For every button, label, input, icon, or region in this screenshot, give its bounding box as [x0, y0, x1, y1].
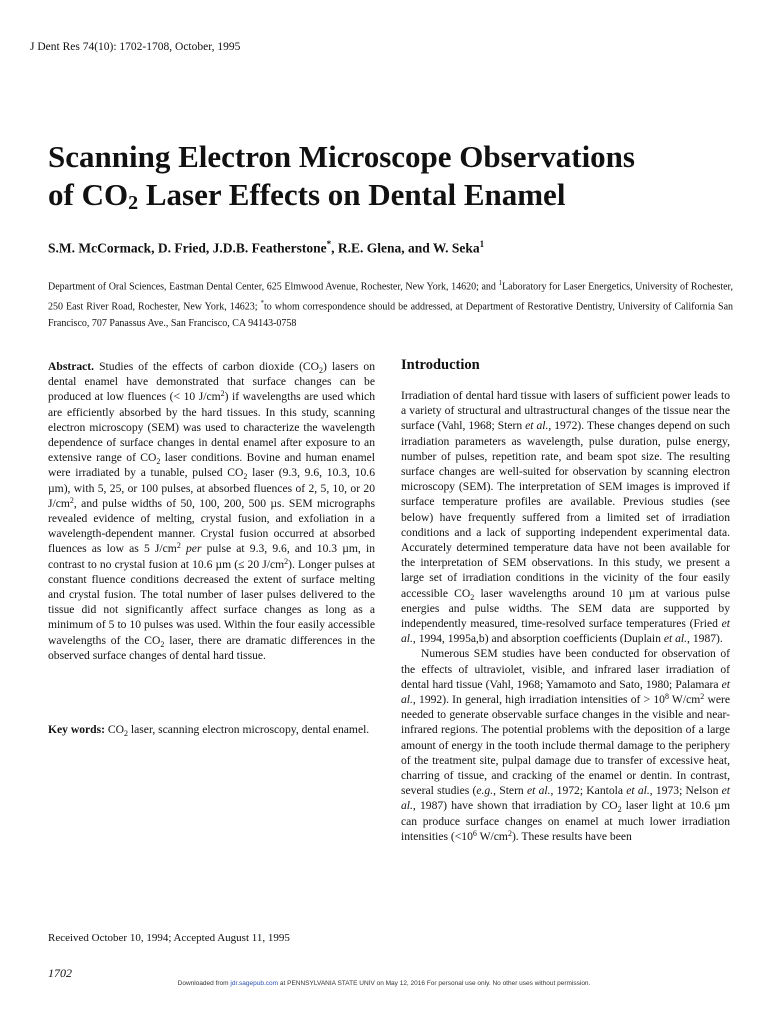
affiliation-mark: * [260, 299, 264, 308]
paragraph-text: W/cm [668, 693, 701, 707]
title-text: of CO [48, 177, 129, 212]
author-list [48, 239, 484, 257]
italic-text: et al. [401, 617, 730, 646]
keywords-text: laser, scanning electron microscopy, dental enamel. [128, 723, 370, 736]
paragraph-text: , 1972; Kantola [550, 784, 627, 798]
paragraph-text: laser wavelengths around 10 µm at various pulse energies and pulse widths. The SEM data are supported by independently measured, time-resolved surface temperatures (Fried [401, 586, 730, 631]
abstract-text: ). Longer pulses at constant fluence conditions decreased the extent of surface melting and crystal fusion. The total number of laser pulses delivered to the tissue did not significantly affect surface changes as long as a minimum of 5 to 10 pulses was used. Within the four easily accessible wavelengths of the CO [48, 557, 375, 647]
authors-text: , R.E. Glena, and W. Seka [331, 240, 480, 256]
author-mark: * [326, 239, 332, 249]
italic-text: et al. [526, 784, 551, 798]
section-heading-introduction: Introduction [401, 357, 480, 373]
abstract-text: laser (9.3, 9.6, 10.3, 10.6 µm), with 5, 25, or 100 pulses, at absorbed fluences of 2, 5, 10, or 20 J/cm [48, 466, 375, 510]
paragraph-text: Numerous SEM studies have been conducted for observation of the effects of ultraviolet, visible, and infrared laser irradiation of dental hard tissue (Vahl, 1968; Yamamoto and Sato, 1980; Palamara [401, 647, 730, 691]
superscript: 8 [664, 692, 669, 702]
abstract [48, 359, 375, 663]
title-line-2 [48, 176, 728, 214]
abstract-text: ) lasers on dental enamel have demonstrated that surface changes can be produced at low fluences (< 10 J/cm [48, 360, 375, 404]
paragraph-text: , 1987). [687, 632, 723, 646]
affiliations [48, 275, 733, 332]
abstract-text: laser conditions. Bovine and human enamel were irradiated by a tunable, pulsed CO [48, 451, 375, 480]
title-text: Laser Effects on Dental Enamel [138, 177, 566, 212]
authors-text: S.M. McCormack, D. Fried, J.D.B. Featherstone [48, 240, 327, 256]
affiliation-mark: 1 [498, 279, 503, 287]
paragraph-text: laser light at 10.6 µm can produce surface changes on enamel at much lower irradiation intensities (<10 [401, 799, 730, 843]
footer-text: Downloaded from [177, 980, 231, 987]
abstract-italic: per [186, 542, 202, 556]
subscript: 2 [319, 366, 324, 375]
introduction-body [401, 388, 730, 844]
italic-text: et al. [401, 677, 730, 707]
subscript: 2 [243, 472, 248, 482]
subscript: 2 [160, 639, 165, 649]
page-number: 1702 [48, 966, 72, 980]
received-dates: Received October 10, 1994; Accepted August 11, 1995 [48, 932, 290, 944]
superscript: 2 [507, 828, 512, 838]
italic-text: et al. [401, 784, 731, 813]
footer-link[interactable]: jdr.sagepub.com [230, 980, 279, 987]
abstract-text: pulse at 9.3, 9.6, and 10.3 µm, in contrast to no crystal fusion at 10.6 µm (≤ 20 J/cm [48, 542, 376, 571]
superscript: 2 [69, 495, 74, 505]
italic-text: et al. [525, 419, 549, 433]
superscript: 6 [472, 828, 477, 838]
keywords-text: CO [105, 723, 125, 736]
keywords-label: Key words: [48, 723, 105, 736]
paragraph-text: W/cm [476, 829, 508, 843]
title-subscript: 2 [128, 192, 139, 214]
paragraph [401, 646, 730, 844]
italic-text: e.g. [476, 784, 494, 798]
journal-citation: J Dent Res 74(10): 1702-1708, October, 1995 [30, 41, 241, 53]
paragraph-text: , 1987) have shown that irradiation by CO [412, 799, 618, 813]
footer-text: at PENNSYLVANIA STATE UNIV on May 12, 2016 For personal use only. No other uses without permission. [278, 980, 591, 987]
paragraph-text: , 1994, 1995a,b) and absorption coefficients (Duplain [412, 632, 664, 646]
keywords [48, 722, 375, 737]
paragraph [401, 388, 730, 646]
subscript: 2 [124, 729, 129, 738]
paragraph-text: , 1992). In general, high irradiation intensities of > 10 [412, 693, 665, 707]
abstract-label: Abstract. [48, 360, 95, 373]
affiliation-text: to whom correspondence should be addressed, at Department of Restorative Dentistry, University of California San Francisco, 707 Panassus Ave., San Francisco, CA 94143-0758 [48, 301, 734, 329]
italic-text: et al. [626, 784, 650, 798]
subscript: 2 [617, 805, 622, 815]
abstract-text: laser, there are dramatic differences in the observed surface changes of dental hard tissue. [48, 633, 376, 662]
paragraph-text: were needed to generate observable surface changes in the visible and near-infrared regions. The potential problems with the deposition of a large amount of energy in the tooth include thermal damage to the periphery of the treatment site, pulpal damage due to transfer of excessive heat, charring of tissue, and cracking of the enamel or dentin. In contrast, several studies ( [401, 693, 730, 798]
abstract-text: Studies of the effects of carbon dioxide (CO [94, 360, 320, 373]
superscript: 2 [284, 556, 289, 566]
paragraph-text: Irradiation of dental hard tissue with lasers of sufficient power leads to a variety of structural and ultrastructural changes of the tissue near the surface (Vahl, 1968; Stern [401, 389, 730, 433]
download-footer [0, 980, 768, 987]
abstract-text: ) if wavelengths are used which are efficiently absorbed by the hard tissues. In this study, scanning electron microscopy (SEM) was used to characterize the wavelength dependence of surface changes in dental enamel after exposure to an extensive range of CO [48, 390, 375, 465]
paragraph-text: , Stern [493, 784, 527, 798]
paragraph-text: ). These results have been [511, 829, 632, 843]
affiliation-text: Department of Oral Sciences, Eastman Dental Center, 625 Elmwood Avenue, Rochester, New York, 14620; and [48, 281, 499, 293]
superscript: 2 [700, 692, 705, 702]
superscript: 2 [176, 541, 181, 551]
paragraph-text: , 1973; Nelson [649, 784, 722, 798]
affiliation-text: Laboratory for Laser Energetics, University of Rochester, 250 East River Road, Rochester, New York, 14623; [48, 281, 733, 313]
italic-text: et al. [663, 632, 688, 646]
title-line-1: Scanning Electron Microscope Observations [48, 139, 635, 174]
superscript: 2 [220, 389, 225, 399]
subscript: 2 [156, 457, 161, 467]
article-title [48, 138, 728, 214]
author-mark: 1 [479, 239, 485, 249]
subscript: 2 [470, 592, 475, 602]
paragraph-text: , 1972). These changes depend on such irradiation parameters as wavelength, pulse duration, pulse energy, number of pulses, repetition rate, and beam spot size. The resulting surface changes are well-suited for observation by scanning electron microscopy (SEM). The interpretation of SEM images is improved if surface temperature profiles are available. Previous studies (see below) have frequently suffered from a limited set of irradiation conditions and a lack of supporting independent experimental data. Accurately determined temperature data have not been available for the interpretation of SEM observations. In this study, we present a large set of irradiation conditions in the vicinity of the four easily accessible CO [401, 419, 731, 600]
abstract-text: , and pulse widths of 50, 100, 200, 500 µs. SEM micrographs revealed evidence of melting, crystal fusion, and exfoliation in a wavelength-dependent manner. Crystal fusion occurred at absorbed fluences as low as 5 J/cm [48, 496, 375, 556]
